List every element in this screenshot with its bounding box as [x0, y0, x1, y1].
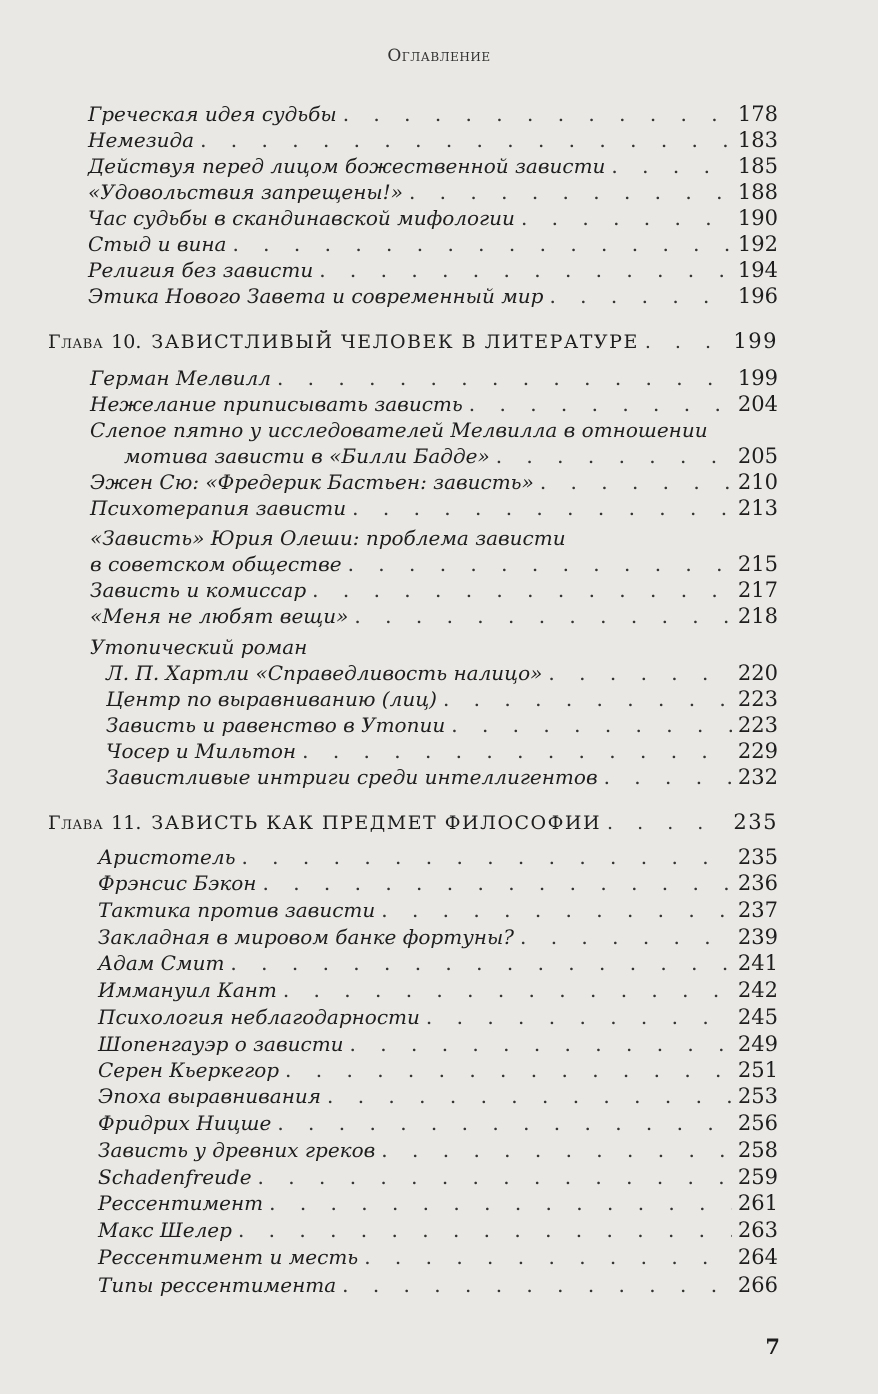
toc-entry[interactable]: Иммануил Кант . . . 242	[98, 977, 778, 1003]
dot-leader	[350, 1031, 732, 1057]
toc-entry[interactable]: Зависть и равенство в Утопии . . . 223	[106, 712, 778, 738]
dot-leader	[443, 686, 732, 712]
dot-leader	[540, 469, 732, 495]
dot-leader	[469, 391, 732, 417]
page-number: 183	[737, 128, 778, 152]
dot-leader	[262, 870, 731, 896]
dot-leader	[277, 1110, 732, 1136]
chapter-10-heading[interactable]	[48, 328, 778, 355]
toc-entry[interactable]: «Меня не любят вещи» . . . 218	[90, 603, 778, 629]
dot-leader	[549, 283, 731, 309]
dot-leader	[381, 1137, 732, 1163]
dot-leader	[451, 712, 732, 738]
dot-leader	[381, 897, 732, 923]
page-number: 215	[737, 552, 778, 576]
page-number: 213	[737, 496, 778, 520]
page-number: 196	[737, 284, 778, 308]
dot-leader	[200, 127, 732, 153]
page-number: 210	[737, 470, 778, 494]
page-number: 223	[737, 687, 778, 711]
toc-entry[interactable]: Зависть у древних греков . . . 258	[98, 1137, 778, 1163]
page-number: 194	[737, 258, 778, 282]
toc-entry[interactable]: Аристотель . . . 235	[98, 844, 778, 870]
dot-leader	[319, 257, 732, 283]
page-number: 199	[733, 329, 778, 353]
toc-entry[interactable]: Завистливые интриги среди интеллигентов . . . 232	[106, 764, 778, 790]
running-head: Оглавление	[387, 46, 491, 66]
page-number: 229	[737, 739, 778, 763]
toc-entry[interactable]: Греческая идея судьбы . . . 178	[88, 101, 778, 127]
toc-entry[interactable]: Эжен Сю: «Фредерик Бастьен: зависть» . . . 210	[90, 469, 778, 495]
chapter-title: ЗАВИСТЬ КАК ПРЕДМЕТ ФИЛОСОФИИ	[151, 812, 602, 834]
page-number: 256	[737, 1111, 778, 1135]
page-number: 241	[737, 951, 778, 975]
chapter-number: 11.	[111, 812, 142, 834]
page-number: 185	[737, 154, 778, 178]
toc-entry[interactable]: Типы рессентимента . . . 266	[98, 1272, 778, 1298]
page-number: 259	[737, 1165, 778, 1189]
dot-leader	[364, 1244, 732, 1270]
toc-entry[interactable]: Schadenfreude . . . 259	[98, 1164, 778, 1190]
dot-leader	[521, 205, 732, 231]
toc-entry[interactable]: «Зависть» Юрия Олеши: проблема зависти	[90, 526, 566, 550]
page-number: 237	[737, 898, 778, 922]
dot-leader	[241, 844, 731, 870]
dot-leader	[426, 1004, 732, 1030]
dot-leader	[327, 1083, 732, 1109]
toc-entry[interactable]: Этика Нового Завета и современный мир . . . 196	[88, 283, 778, 309]
dot-leader	[548, 660, 731, 686]
toc-entry[interactable]: Серен Кьеркегор . . . 251	[98, 1057, 778, 1083]
page-number: 253	[737, 1084, 778, 1108]
dot-leader	[232, 231, 731, 257]
dot-leader	[354, 603, 731, 629]
chapter-11-heading[interactable]	[48, 809, 778, 836]
page-number: 199	[737, 366, 778, 390]
toc-entry[interactable]: Психология неблагодарности . . . 245	[98, 1004, 778, 1030]
dot-leader	[352, 495, 732, 521]
toc-entry[interactable]: Закладная в мировом банке фортуны? . . . 239	[98, 924, 778, 950]
toc-entry[interactable]: Действуя перед лицом божественной зависти . . . 185	[88, 153, 778, 179]
toc-entry[interactable]: Психотерапия зависти . . . 213	[90, 495, 778, 521]
page-number: 190	[737, 206, 778, 230]
page-number: 235	[733, 810, 778, 834]
toc-entry[interactable]: Фрэнсис Бэкон . . . 236	[98, 870, 778, 896]
page-number: 178	[737, 102, 778, 126]
dot-leader	[277, 365, 732, 391]
page-number: 261	[737, 1191, 778, 1215]
toc-entry-continuation[interactable]: Л. П. Хартли «Справедливость налицо» . . . 220	[106, 660, 778, 686]
page-number: 258	[737, 1138, 778, 1162]
page-number: 192	[737, 232, 778, 256]
chapter-label: Глава	[48, 812, 104, 834]
dot-leader	[611, 153, 731, 179]
toc-entry[interactable]: Тактика против зависти . . . 237	[98, 897, 778, 923]
toc-entry[interactable]: Герман Мелвилл . . . 199	[90, 365, 778, 391]
page-number: 232	[737, 765, 778, 789]
dot-leader	[496, 443, 732, 469]
page-number: 223	[737, 713, 778, 737]
toc-entry[interactable]: Адам Смит . . . 241	[98, 950, 778, 976]
toc-entry[interactable]: Макс Шелер . . . 263	[98, 1217, 778, 1243]
page-number: 220	[737, 661, 778, 685]
toc-entry[interactable]: Слепое пятно у исследователей Мелвилла в отношении	[90, 418, 708, 442]
toc-entry-continuation[interactable]: мотива зависти в «Билли Бадде» . . . 205	[124, 443, 778, 469]
page-number: 188	[737, 180, 778, 204]
toc-entry[interactable]: Шопенгауэр о зависти . . . 249	[98, 1031, 778, 1057]
dot-leader	[238, 1217, 732, 1243]
toc-entry[interactable]: «Удовольствия запрещены!» . . . 188	[88, 179, 778, 205]
toc-entry[interactable]: Чосер и Мильтон . . . 229	[106, 738, 778, 764]
toc-entry[interactable]: Утопический роман	[90, 635, 308, 659]
dot-leader	[283, 977, 732, 1003]
toc-entry[interactable]: Рессентимент и месть . . . 264	[98, 1244, 778, 1270]
page-number: 245	[737, 1005, 778, 1029]
page-folio-number: 7	[765, 1334, 780, 1359]
toc-entry[interactable]: Центр по выравниванию (лиц) . . . 223	[106, 686, 778, 712]
dot-leader	[312, 577, 732, 603]
page-number: 217	[737, 578, 778, 602]
dot-leader	[604, 764, 732, 790]
page-number: 205	[737, 444, 778, 468]
page-number: 263	[737, 1218, 778, 1242]
page-number: 251	[737, 1058, 778, 1082]
page-number: 264	[737, 1245, 778, 1269]
chapter-label: Глава	[48, 331, 104, 353]
page-number: 204	[737, 392, 778, 416]
dot-leader	[645, 329, 728, 355]
dot-leader	[230, 950, 731, 976]
toc-entry[interactable]: Час судьбы в скандинавской мифологии . . . 190	[88, 205, 778, 231]
toc-entry[interactable]: Немезида . . . 183	[88, 127, 778, 153]
page-number: 242	[737, 978, 778, 1002]
page-number: 249	[737, 1032, 778, 1056]
page-number: 218	[737, 604, 778, 628]
dot-leader	[607, 810, 727, 836]
page-number: 235	[737, 845, 778, 869]
toc-entry[interactable]: Нежелание приписывать зависть . . . 204	[90, 391, 778, 417]
toc-entry[interactable]: Стыд и вина . . . 192	[88, 231, 778, 257]
dot-leader	[342, 1272, 732, 1298]
dot-leader	[302, 738, 732, 764]
page-number: 239	[737, 925, 778, 949]
chapter-title: ЗАВИСТЛИВЫЙ ЧЕЛОВЕК В ЛИТЕРАТУРЕ	[151, 331, 639, 353]
dot-leader	[348, 551, 732, 577]
toc-entry[interactable]: Религия без зависти . . . 194	[88, 257, 778, 283]
toc-entry[interactable]: Рессентимент . . . 261	[98, 1190, 778, 1216]
toc-entry-continuation[interactable]: в советском обществе . . . 215	[90, 551, 778, 577]
dot-leader	[520, 924, 732, 950]
toc-entry[interactable]: Фридрих Ницше . . . 256	[98, 1110, 778, 1136]
toc-entry[interactable]: Эпоха выравнивания . . . 253	[98, 1083, 778, 1109]
dot-leader	[409, 179, 732, 205]
dot-leader	[285, 1057, 732, 1083]
chapter-number: 10.	[111, 331, 142, 353]
page-number: 266	[737, 1273, 778, 1297]
dot-leader	[269, 1190, 732, 1216]
dot-leader	[343, 101, 732, 127]
dot-leader	[258, 1164, 732, 1190]
toc-entry[interactable]: Зависть и комиссар . . . 217	[90, 577, 778, 603]
page-number: 236	[737, 871, 778, 895]
